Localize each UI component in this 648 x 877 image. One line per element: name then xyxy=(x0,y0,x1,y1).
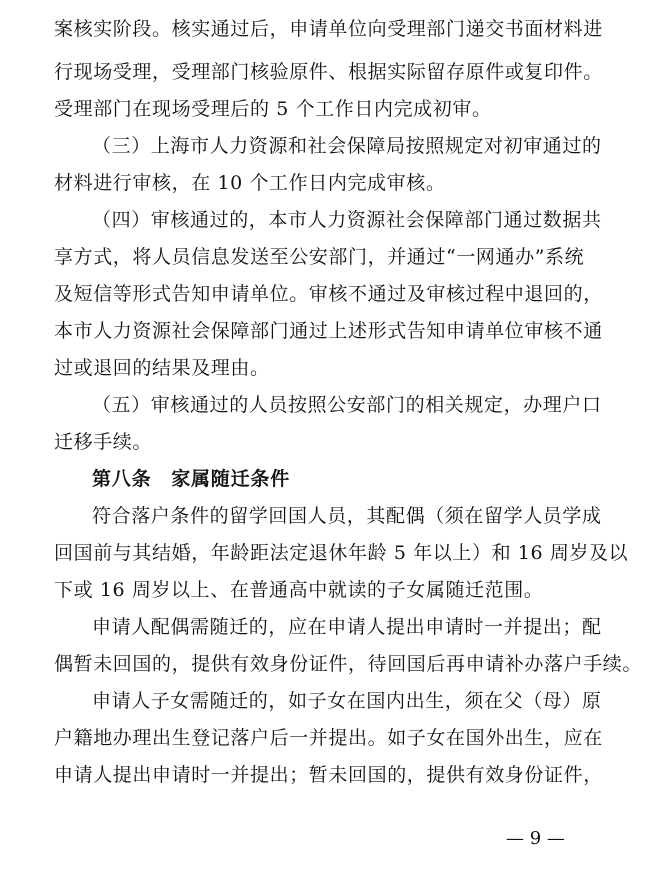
body-text-line: 及短信等形式告知申请单位。审核不通过及审核过程中退回的， xyxy=(54,283,603,305)
body-text-line: 受理部门在现场受理后的 5 个工作日内完成初审。 xyxy=(54,98,492,120)
paragraph-item-4: （四）审核通过的，本市人力资源社会保障部门通过数据共 xyxy=(92,209,602,231)
paragraph-start: 申请人配偶需随迁的，应在申请人提出申请时一并提出；配 xyxy=(92,616,602,638)
body-text-line: 下或 16 周岁以上、在普通高中就读的子女属随迁范围。 xyxy=(54,579,544,601)
paragraph-item-3: （三）上海市人力资源和社会保障局按照规定对初审通过的 xyxy=(92,135,602,157)
body-text-line: 迁移手续。 xyxy=(54,431,153,453)
body-text-line: 户籍地办理出生登记落户后一并提出。如子女在国外出生，应在 xyxy=(54,727,603,749)
body-text-line: 回国前与其结婚，年龄距法定退休年龄 5 年以上）和 16 周岁及以 xyxy=(54,542,629,564)
body-text-line: 过或退回的结果及理由。 xyxy=(54,357,270,379)
body-text-line: 案核实阶段。核实通过后，申请单位向受理部门递交书面材料进 xyxy=(54,18,603,40)
body-text-line: 行现场受理，受理部门核验原件、根据实际留存原件或复印件。 xyxy=(54,61,603,83)
page-number: — 9 — xyxy=(506,828,565,849)
body-text-line: 偶暂未回国的，提供有效身份证件，待回国后再申请补办落户手续。 xyxy=(54,653,643,675)
paragraph-start: 申请人子女需随迁的，如子女在国内出生，须在父（母）原 xyxy=(92,690,602,712)
paragraph-item-5: （五）审核通过的人员按照公安部门的相关规定，办理户口 xyxy=(92,394,602,416)
body-text-line: 本市人力资源社会保障部门通过上述形式告知申请单位审核不通 xyxy=(54,320,603,342)
paragraph-start: 符合落户条件的留学回国人员，其配偶（须在留学人员学成 xyxy=(92,505,602,527)
body-text-line: 享方式，将人员信息发送至公安部门，并通过“一网通办”系统 xyxy=(54,246,585,268)
body-text-line: 材料进行审核，在 10 个工作日内完成审核。 xyxy=(54,172,446,194)
article-heading: 第八条 家属随迁条件 xyxy=(92,468,291,490)
body-text-line: 申请人提出申请时一并提出；暂未回国的，提供有效身份证件， xyxy=(54,764,603,786)
